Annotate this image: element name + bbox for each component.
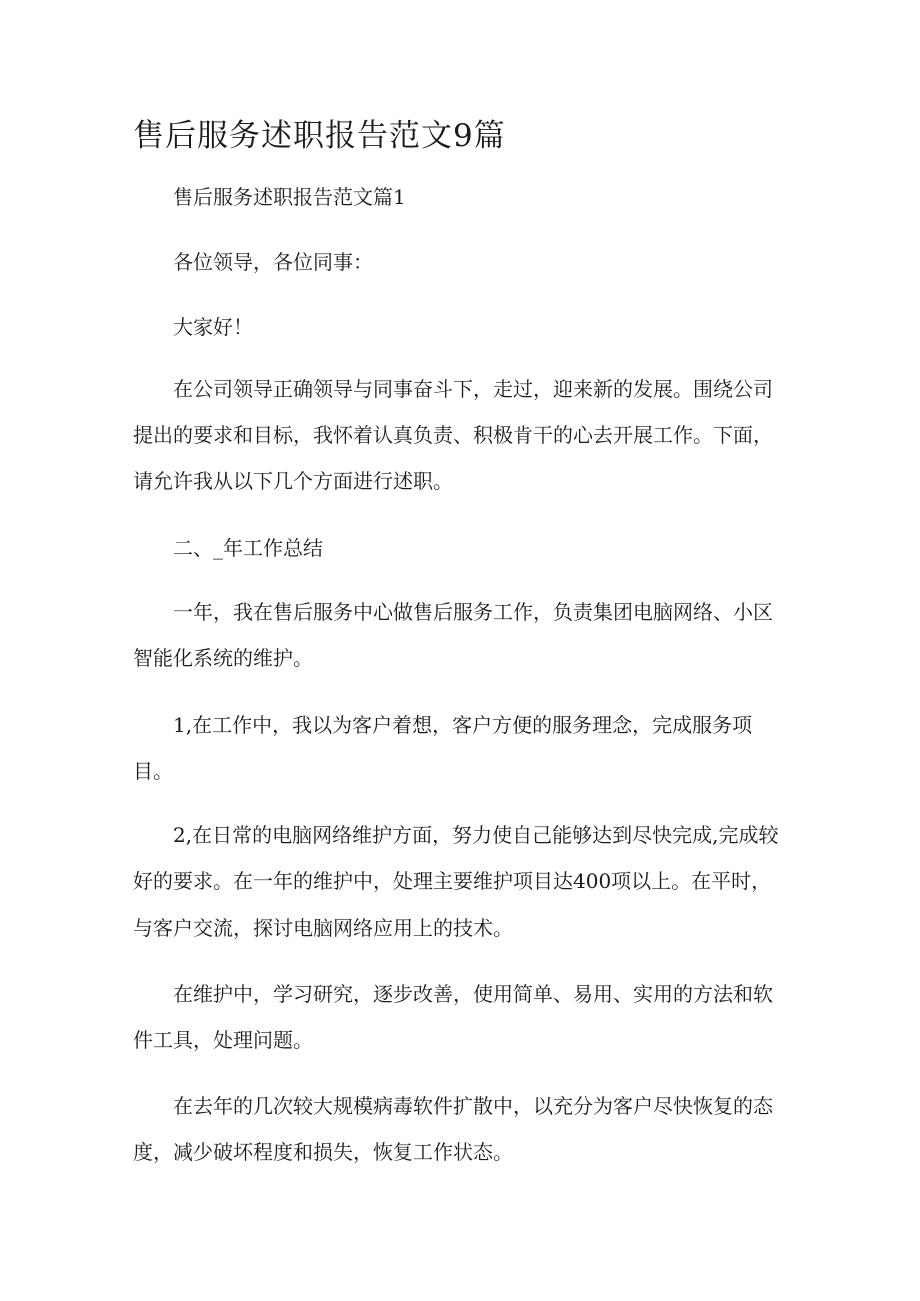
- paragraph-item2-line-3: 与客户交流，探讨电脑网络应用上的技术。: [133, 916, 513, 940]
- paragraph-virus-line-2: 度，减少破坏程度和损失，恢复工作状态。: [133, 1140, 513, 1164]
- document-title: 售后服务述职报告范文9篇: [133, 118, 506, 154]
- greeting: 大家好！: [173, 315, 253, 339]
- paragraph-item1-line-2: 目。: [133, 759, 173, 783]
- paragraph-virus-line-1: 在去年的几次较大规模病毒软件扩散中，以充分为客户尽快恢复的态: [173, 1094, 773, 1118]
- paragraph-maintenance-line-2: 件工具，处理问题。: [133, 1028, 313, 1052]
- paragraph-maintenance-line-1: 在维护中，学习研究，逐步改善，使用简单、易用、实用的方法和软: [173, 982, 773, 1006]
- paragraph-year-line-2: 智能化系统的维护。: [133, 646, 313, 670]
- paragraph-intro-line-1: 在公司领导正确领导与同事奋斗下，走过，迎来新的发展。围绕公司: [173, 377, 773, 401]
- paragraph-item1-line-1: 1,在工作中，我以为客户着想，客户方便的服务理念，完成服务项: [173, 713, 753, 737]
- paragraph-intro-line-2: 提出的要求和目标，我怀着认真负责、积极肯干的心去开展工作。下面，: [133, 423, 773, 447]
- subheading-year-summary: 二、_年工作总结: [173, 536, 323, 560]
- paragraph-item2-line-1: 2,在日常的电脑网络维护方面，努力使自己能够达到尽快完成,完成较: [173, 823, 779, 847]
- salutation: 各位领导，各位同事：: [173, 250, 373, 274]
- paragraph-intro-line-3: 请允许我从以下几个方面进行述职。: [133, 469, 453, 493]
- paragraph-year-line-1: 一年，我在售后服务中心做售后服务工作，负责集团电脑网络、小区: [173, 600, 773, 624]
- section-heading: 售后服务述职报告范文篇1: [173, 185, 406, 209]
- paragraph-item2-line-2: 好的要求。在一年的维护中，处理主要维护项目达400项以上。在平时，: [133, 869, 772, 893]
